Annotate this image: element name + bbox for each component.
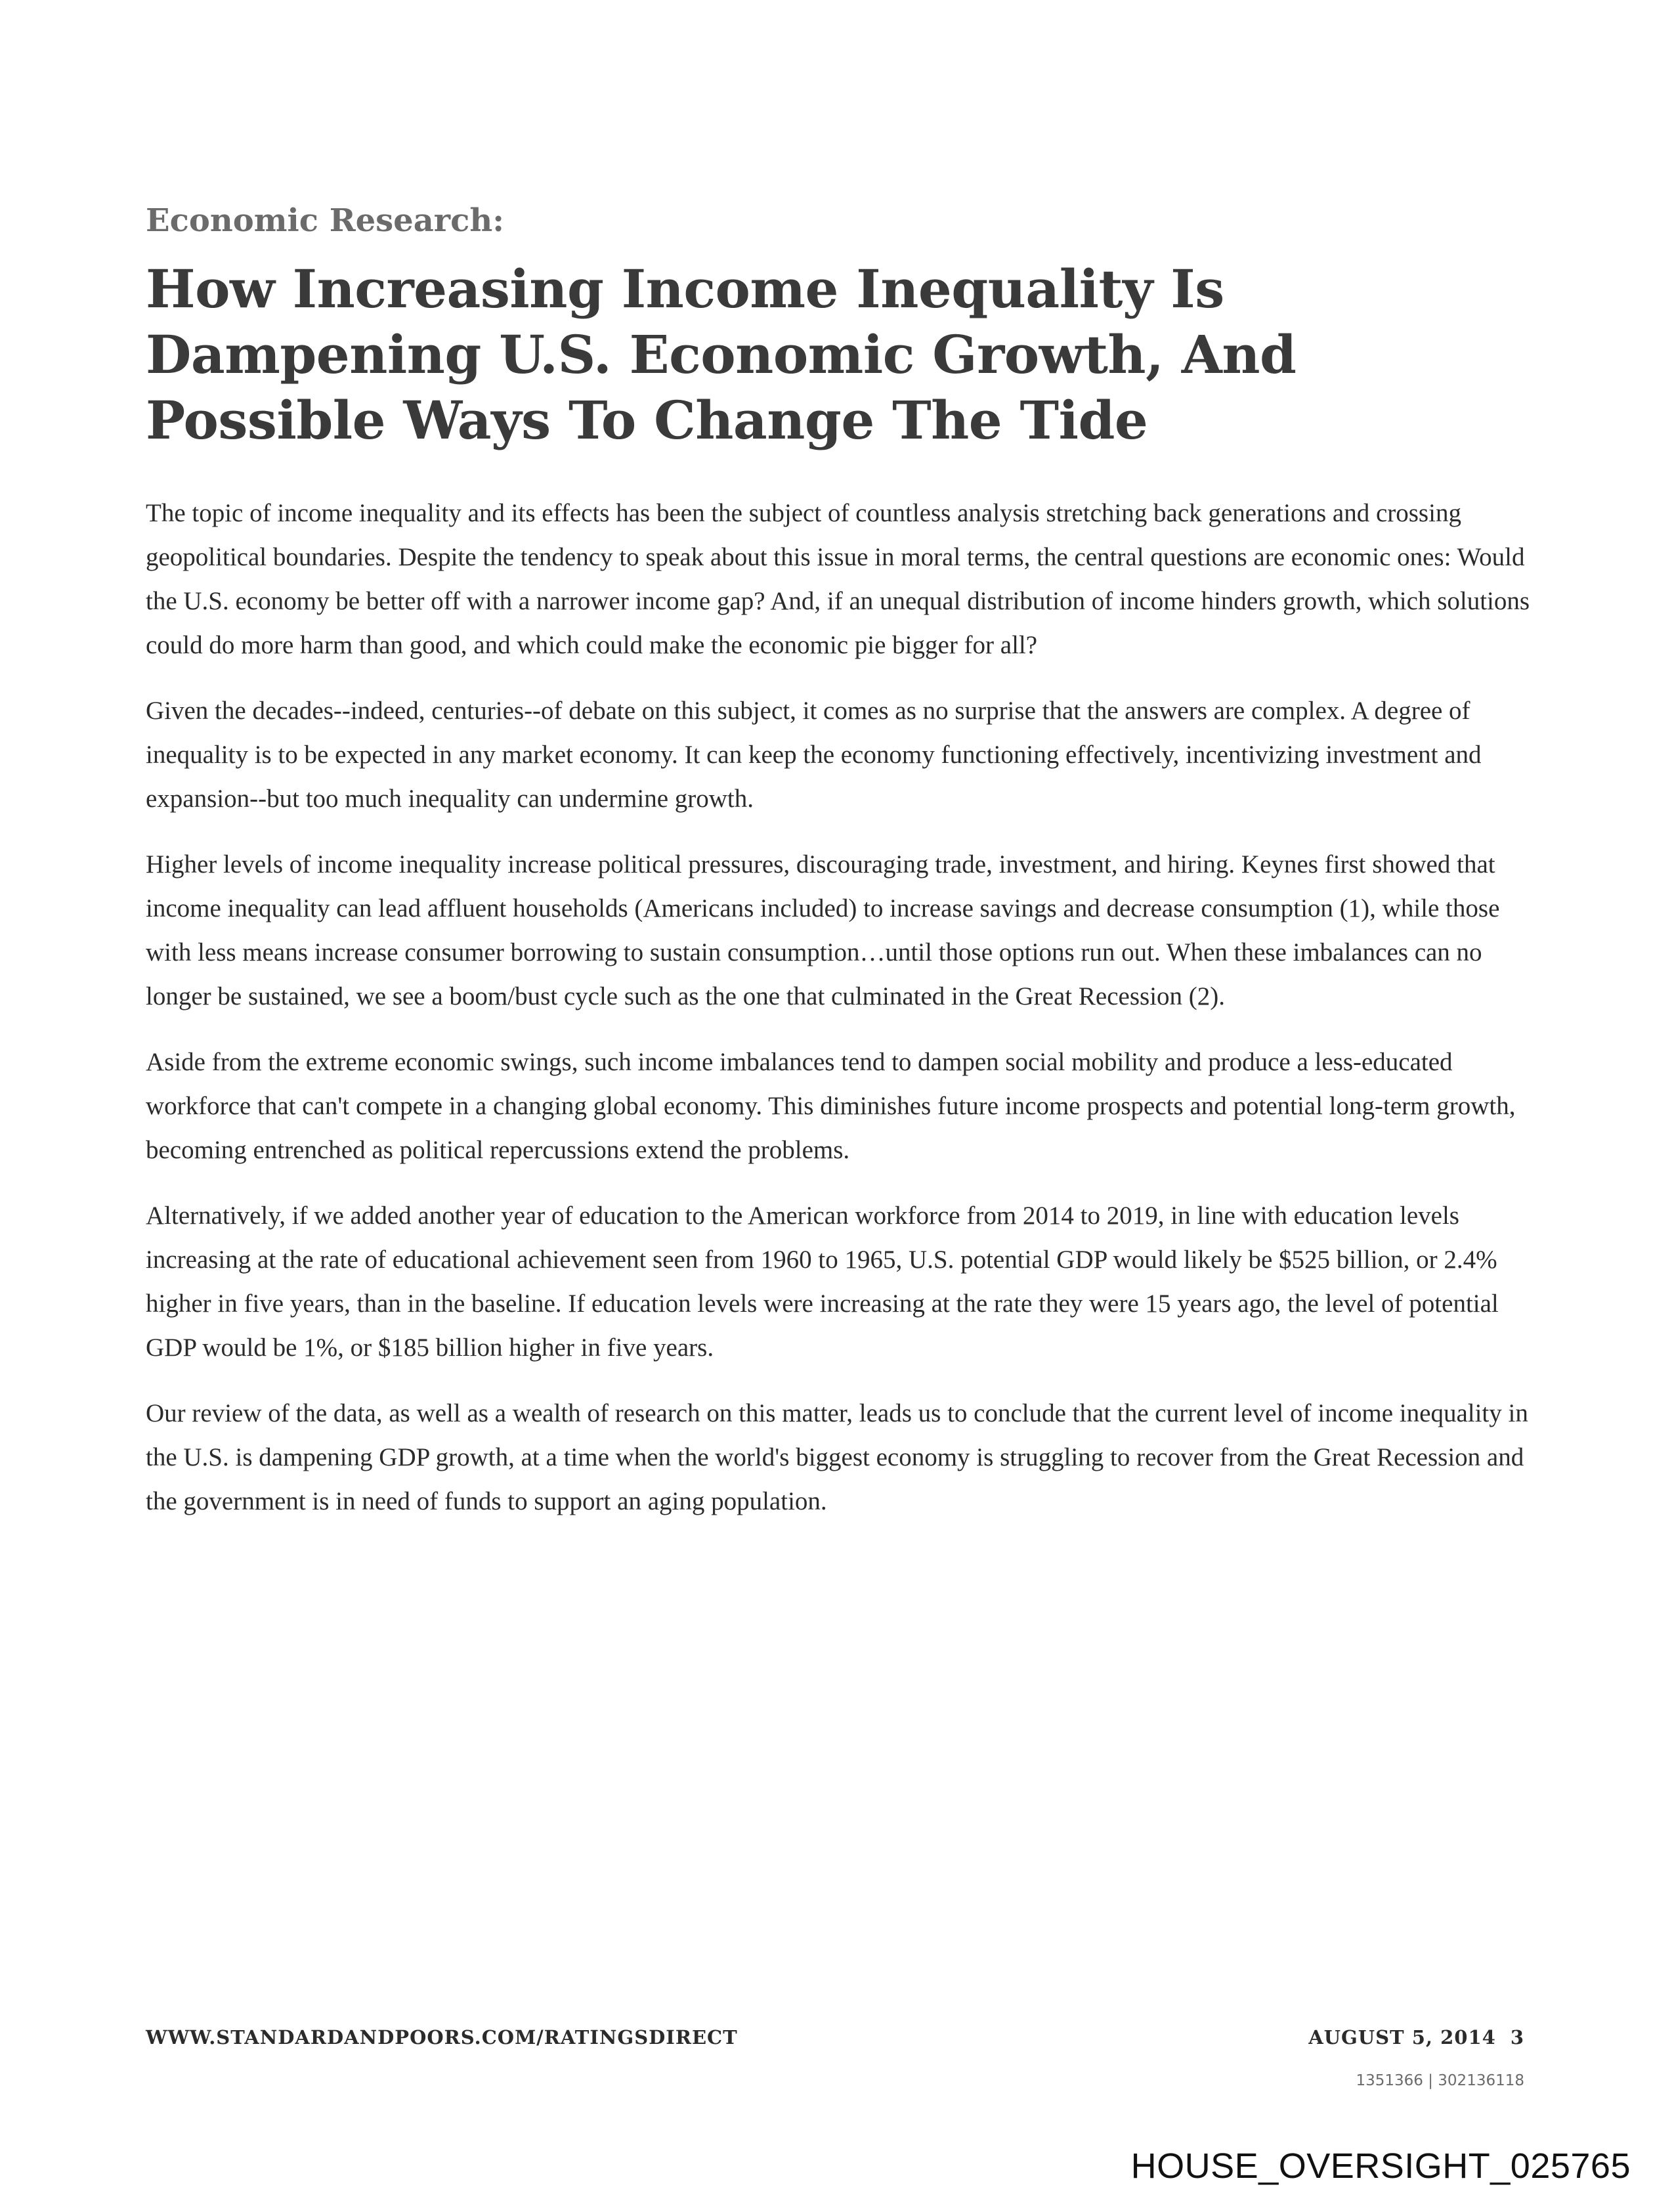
page-number: 3 bbox=[1510, 2026, 1524, 2049]
bates-number: HOUSE_OVERSIGHT_025765 bbox=[1130, 2146, 1631, 2186]
document-id: 1351366 | 302136118 bbox=[1356, 2072, 1524, 2089]
article-body bbox=[146, 491, 1531, 1523]
footer-url: WWW.STANDARDANDPOORS.COM/RATINGSDIRECT bbox=[146, 2026, 738, 2049]
section-kicker: Economic Research: bbox=[146, 202, 504, 239]
paragraph-1: The topic of income inequality and its effects has been the subject of countless analysis stretching back generations and crossing geopolitical boundaries. Despite the tendency to speak about this issue in moral terms, the central questions are economic ones: Would the U.S. economy be better off with a narrower income gap? And, if an unequal distribution of income hinders growth, which solutions could do more harm than good, and which could make the economic pie bigger for all? bbox=[146, 499, 1530, 659]
paragraph-2: Given the decades--indeed, centuries--of debate on this subject, it comes as no surprise that the answers are complex. A degree of inequality is to be expected in any market economy. It can keep the economy functioning effectively, incentivizing investment and expansion--but too much inequality can undermine growth. bbox=[146, 697, 1482, 813]
footer-date-page bbox=[1308, 2026, 1524, 2049]
article-title: How Increasing Income Inequality Is Dampening U.S. Economic Growth, And Possible Ways To Change The Tide bbox=[146, 258, 1297, 451]
footer-date: AUGUST 5, 2014 bbox=[1308, 2026, 1496, 2049]
paragraph-3: Higher levels of income inequality increase political pressures, discouraging trade, investment, and hiring. Keynes first showed that income inequality can lead affluent households (Americans included) to increase savings and decrease consumption (1), while those with less means increase consumer borrowing to sustain consumption…until those options run out. When these imbalances can no longer be sustained, we see a boom/bust cycle such as the one that culminated in the Great Recession (2). bbox=[146, 850, 1500, 1010]
paragraph-5: Alternatively, if we added another year of education to the American workforce from 2014 to 2019, in line with education levels increasing at the rate of educational achievement seen from 1960 to 1965, U.S. potential GDP would likely be $525 billion, or 2.4% higher in five years, than in the baseline. If education levels were increasing at the rate they were 15 years ago, the level of potential GDP would be 1%, or $185 billion higher in five years. bbox=[146, 1202, 1499, 1362]
article bbox=[146, 201, 1530, 1545]
paragraph-4: Aside from the extreme economic swings, such income imbalances tend to dampen social mobility and produce a less-educated workforce that can't compete in a changing global economy. This diminishes future income prospects and potential long-term growth, becoming entrenched as political repercussions extend the problems. bbox=[146, 1048, 1516, 1164]
paragraph-6: Our review of the data, as well as a wealth of research on this matter, leads us to conclude that the current level of income inequality in the U.S. is dampening GDP growth, at a time when the world's biggest economy is struggling to recover from the Great Recession and the government is in need of funds to support an aging population. bbox=[146, 1399, 1528, 1515]
